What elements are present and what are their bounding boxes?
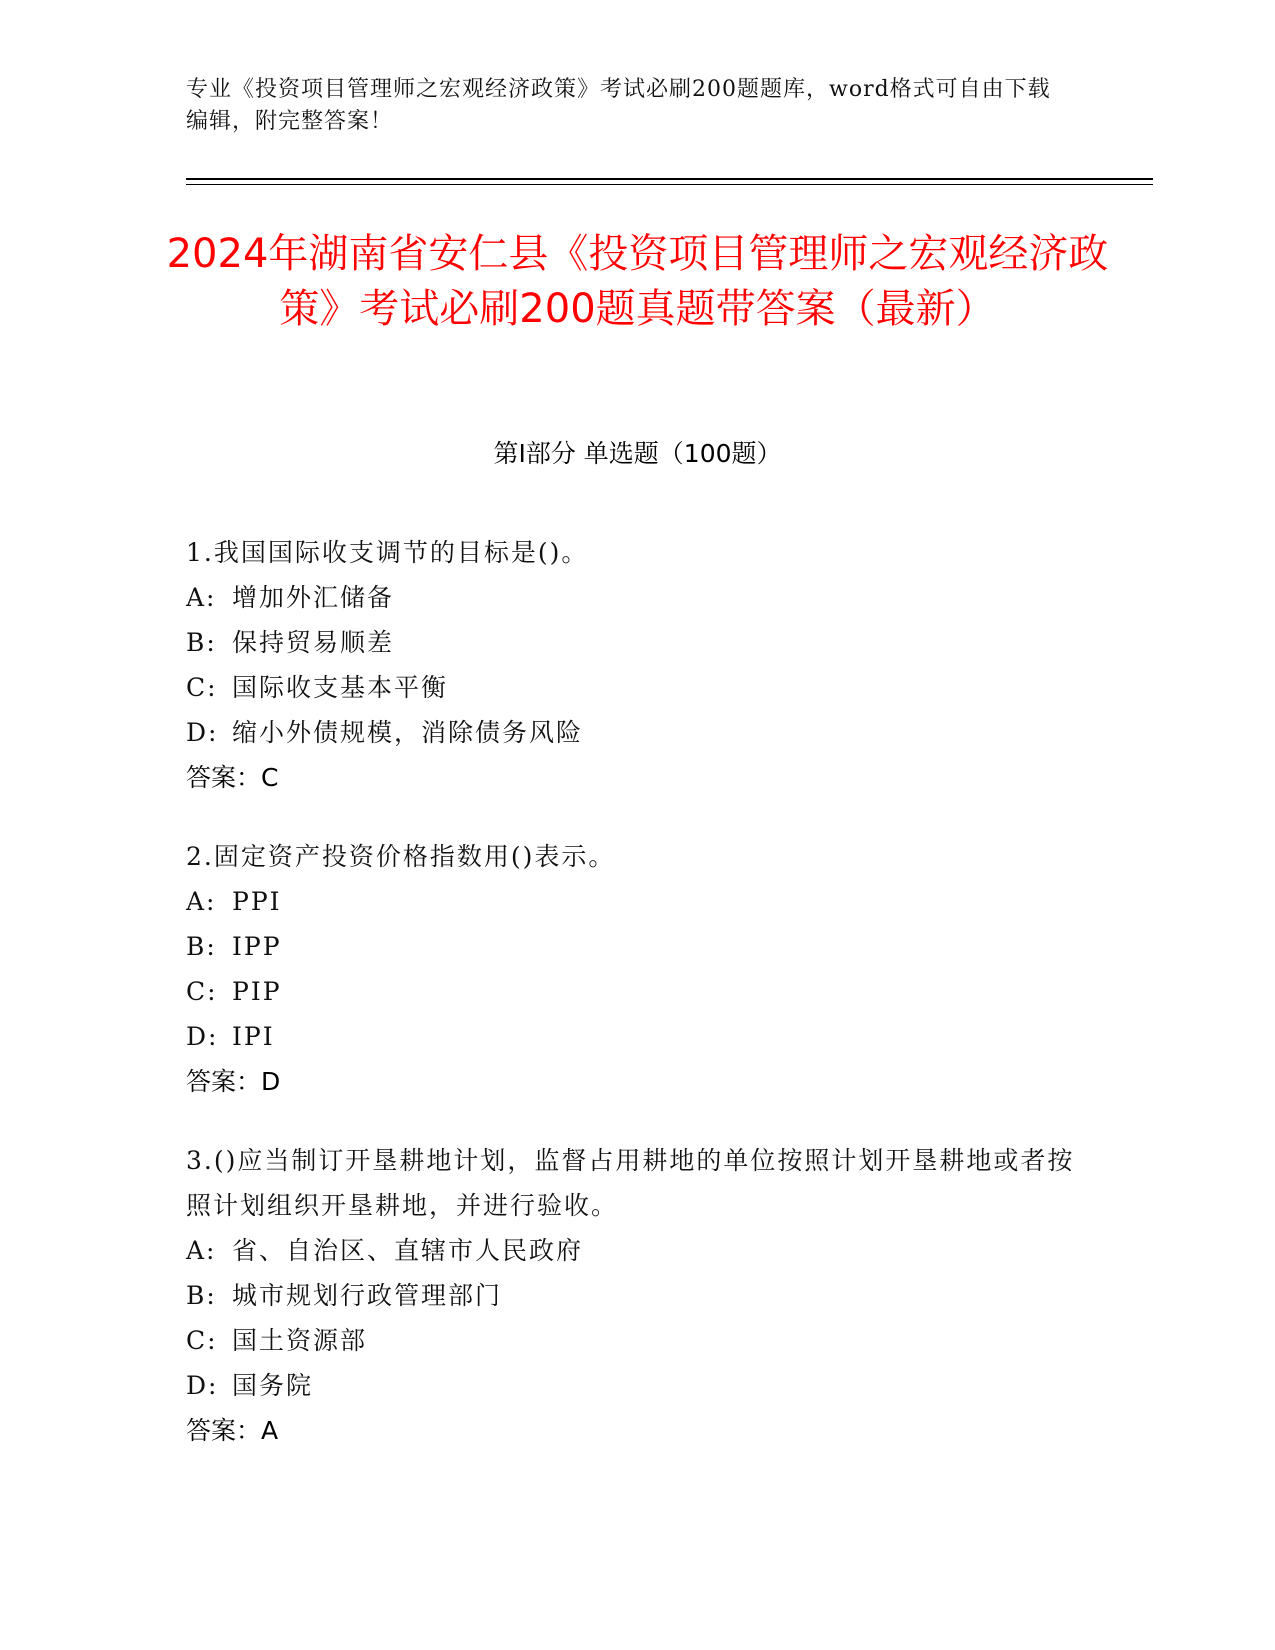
question-stem: 2.固定资产投资价格指数用()表示。	[186, 842, 616, 871]
option-a	[186, 879, 1076, 924]
option-c	[186, 969, 1076, 1014]
option-letter: C:	[186, 673, 218, 702]
option-letter: D:	[186, 718, 219, 747]
option-b	[186, 620, 1076, 665]
document-title: 2024年湖南省安仁县《投资项目管理师之宏观经济政策》考试必刷200题真题带答案（最新）	[166, 231, 1109, 332]
option-text: IPI	[232, 1022, 275, 1051]
option-a	[186, 1228, 1076, 1273]
option-text: 缩小外债规模，消除债务风险	[232, 718, 584, 747]
option-letter: B:	[186, 932, 217, 961]
header-divider-thick	[186, 178, 1153, 180]
question-3	[186, 1138, 1076, 1453]
option-text: PIP	[232, 977, 282, 1006]
option-text: 城市规划行政管理部门	[232, 1281, 503, 1310]
option-text: 省、自治区、直辖市人民政府	[232, 1236, 584, 1265]
option-letter: C:	[186, 977, 218, 1006]
option-letter: B:	[186, 628, 217, 657]
answer-line: 答案：A	[186, 1416, 279, 1445]
question-2	[186, 834, 1076, 1104]
option-letter: D:	[186, 1371, 219, 1400]
option-b	[186, 1273, 1076, 1318]
option-text: IPP	[232, 932, 282, 961]
header-note: 专业《投资项目管理师之宏观经济政策》考试必刷200题题库，word格式可自由下载编辑，附完整答案！	[186, 77, 1051, 134]
header-divider-thin	[186, 184, 1153, 185]
option-letter: A:	[186, 887, 217, 916]
answer-line: 答案：C	[186, 763, 279, 792]
answer-line: 答案：D	[186, 1067, 281, 1096]
question-stem: 1.我国国际收支调节的目标是()。	[186, 538, 589, 567]
section-title: 第I部分 单选题（100题）	[493, 439, 782, 468]
option-text: 增加外汇储备	[232, 583, 395, 612]
option-d	[186, 1014, 1076, 1059]
option-letter: D:	[186, 1022, 219, 1051]
option-b	[186, 924, 1076, 969]
option-text: 保持贸易顺差	[232, 628, 395, 657]
option-letter: A:	[186, 583, 217, 612]
option-d	[186, 710, 1076, 755]
option-a	[186, 575, 1076, 620]
option-c	[186, 1318, 1076, 1363]
option-text: 国务院	[232, 1371, 314, 1400]
option-text: 国际收支基本平衡	[232, 673, 449, 702]
option-letter: C:	[186, 1326, 218, 1355]
question-1	[186, 530, 1076, 800]
question-stem: 3.()应当制订开垦耕地计划，监督占用耕地的单位按照计划开垦耕地或者按照计划组织开垦耕地，并进行验收。	[186, 1146, 1075, 1220]
option-d	[186, 1363, 1076, 1408]
option-text: PPI	[232, 887, 282, 916]
option-letter: B:	[186, 1281, 217, 1310]
option-letter: A:	[186, 1236, 217, 1265]
option-text: 国土资源部	[232, 1326, 368, 1355]
option-c	[186, 665, 1076, 710]
question-list	[186, 530, 1076, 1487]
